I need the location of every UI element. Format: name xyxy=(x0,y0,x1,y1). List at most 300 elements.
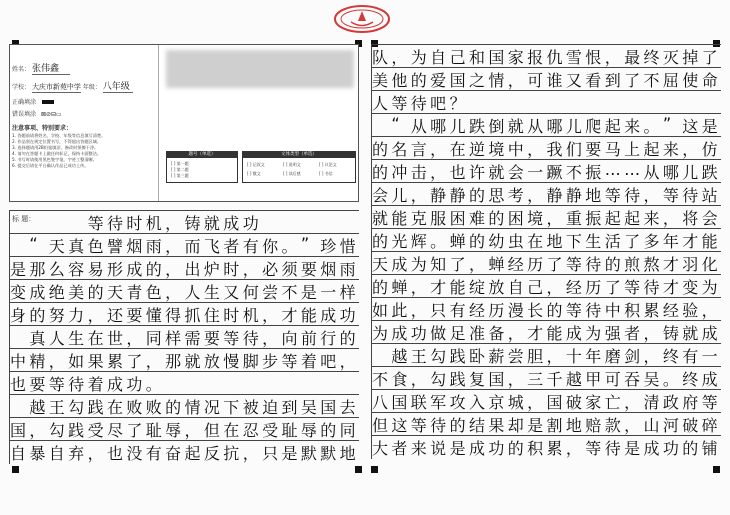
grid-cell: 变 xyxy=(682,278,699,297)
grid-cell xyxy=(301,211,320,234)
grid-cell: 自 xyxy=(507,278,524,297)
grid-cell: 败 xyxy=(145,398,162,417)
grid-cell: 得 xyxy=(165,306,182,325)
grid-cell: ， xyxy=(165,237,182,256)
topic-select-title: 题号（单选） xyxy=(167,152,237,158)
grid-cell: 儿 xyxy=(449,117,466,136)
grid-cell: 却 xyxy=(507,416,524,435)
grid-cell: 勾 xyxy=(430,347,447,366)
grid-cell: 了 xyxy=(126,421,143,440)
grid-cell: 成 xyxy=(29,283,46,302)
grid-cell: 功 xyxy=(488,439,505,458)
grid-cell: 会 xyxy=(372,186,389,205)
wrong-fill-examples-icon: ⊠⊘⊟▭ xyxy=(40,111,62,118)
grid-cell: 耻 xyxy=(145,421,162,440)
grid-row xyxy=(9,233,359,257)
grid-cell: 三 xyxy=(527,370,544,389)
grid-cell: 只 xyxy=(430,301,447,320)
grid-cell: 化 xyxy=(701,255,718,274)
grid-cell: 下 xyxy=(565,232,582,251)
grid-cell: 一 xyxy=(527,163,544,182)
grade-field[interactable]: 八年级 xyxy=(103,79,133,93)
grid-cell: 美 xyxy=(68,283,85,302)
grid-cell: 累 xyxy=(643,301,660,320)
grid-cell: 站 xyxy=(701,186,718,205)
grid-cell: 色 xyxy=(87,237,104,256)
grid-cell: 惜 xyxy=(339,237,356,256)
grid-cell: 倒 xyxy=(488,117,505,136)
grid-row xyxy=(371,67,721,91)
grid-cell: 起 xyxy=(643,140,660,159)
grid-cell: 做 xyxy=(430,324,447,343)
grid-cell xyxy=(243,372,262,395)
grid-cell: 剑 xyxy=(624,347,641,366)
grid-cell: 辉 xyxy=(410,232,427,251)
grid-cell: 光 xyxy=(391,232,408,251)
grid-cell: “ xyxy=(29,234,38,253)
grid-cell: 政 xyxy=(662,393,679,412)
grid-cell: 羽 xyxy=(682,255,699,274)
grid-cell: 我 xyxy=(546,140,563,159)
grid-cell: 胆 xyxy=(527,347,544,366)
grid-cell: 成 xyxy=(391,255,408,274)
grid-cell: 入 xyxy=(468,393,485,412)
grid-cell xyxy=(469,91,488,114)
grid-cell: 就 xyxy=(184,352,201,371)
grid-cell: ， xyxy=(242,444,259,463)
grid-cell: 等 xyxy=(410,416,427,435)
grid-cell: ” xyxy=(662,114,672,133)
note-item: 6. 提交后请在平台确认作品已成功上传。 xyxy=(12,163,89,168)
grid-cell: 勾 xyxy=(430,370,447,389)
grid-cell: 成 xyxy=(701,324,718,343)
grid-cell xyxy=(185,372,204,395)
grid-cell: 践 xyxy=(449,347,466,366)
grid-cell: 辱 xyxy=(300,421,317,440)
grid-row xyxy=(371,113,721,137)
grid-cell: 家 xyxy=(585,393,602,412)
grid-cell: 报 xyxy=(527,48,544,67)
grid-row xyxy=(371,159,721,183)
barcode-area-blurred xyxy=(166,50,354,88)
grid-cell: 幼 xyxy=(488,232,505,251)
grid-row xyxy=(371,44,721,68)
grid-cell: 容 xyxy=(68,260,85,279)
genre-option[interactable]: [ ] 议论文 xyxy=(319,162,337,167)
grid-cell: 爱 xyxy=(430,71,447,90)
grid-cell: 须 xyxy=(281,260,298,279)
grid-cell: 默 xyxy=(320,444,337,463)
grid-cell: 地 xyxy=(546,232,563,251)
grid-cell: 己 xyxy=(449,48,466,67)
grid-cell: 的 xyxy=(604,255,621,274)
grid-cell: 不 xyxy=(643,71,660,90)
grid-cell: 等 xyxy=(662,186,679,205)
grid-cell: 成 xyxy=(701,370,718,389)
grid-cell: 强 xyxy=(604,324,621,343)
name-label: 姓名： xyxy=(12,66,31,73)
grid-cell: 准 xyxy=(468,324,485,343)
grid-cell: … xyxy=(604,160,621,179)
grid-cell: ， xyxy=(165,260,182,279)
grid-cell: 那 xyxy=(29,260,46,279)
grid-cell: 珍 xyxy=(320,237,337,256)
grid-cell: 熬 xyxy=(643,255,660,274)
note-item: 1. 答题前请将姓名、学校、年级等信息填写清楚。 xyxy=(12,133,106,138)
grid-cell: 的 xyxy=(488,209,505,228)
grid-cell: 蝉 xyxy=(488,255,505,274)
grid-cell: 清 xyxy=(643,393,660,412)
grid-cell: 来 xyxy=(662,140,679,159)
grid-cell: 不 xyxy=(281,283,298,302)
grid-cell: ， xyxy=(546,278,563,297)
grid-cell: 待 xyxy=(585,301,602,320)
name-row xyxy=(12,61,70,75)
grid-cell: “ xyxy=(391,114,400,133)
school-label: 学校： xyxy=(12,84,31,91)
grid-cell: 跌 xyxy=(468,117,485,136)
grid-cell: 世 xyxy=(106,329,123,348)
grid-cell: 累 xyxy=(106,352,123,371)
grid-cell: 的 xyxy=(372,163,389,182)
grid-cell: 就 xyxy=(488,163,505,182)
grid-cell: 烟 xyxy=(126,237,143,256)
grid-cell: 人 xyxy=(48,329,65,348)
grid-cell: 哪 xyxy=(546,117,563,136)
grid-cell: 待 xyxy=(242,329,259,348)
grid-cell: 才 xyxy=(281,306,298,325)
grid-cell: 自 xyxy=(430,48,447,67)
grid-cell: 谁 xyxy=(546,71,563,90)
grid-cell: 结 xyxy=(468,416,485,435)
grid-cell: 是 xyxy=(527,416,544,435)
grid-cell: 暴 xyxy=(29,444,46,463)
grid-cell: 最 xyxy=(624,48,641,67)
grid-cell: 能 xyxy=(391,209,408,228)
grid-cell: 是 xyxy=(281,444,298,463)
school-field[interactable]: 大庆市新苑中学 xyxy=(31,83,81,91)
grid-cell: ， xyxy=(546,209,563,228)
topic-option[interactable]: [ ] 第一题 xyxy=(171,161,189,166)
grid-cell: 虫 xyxy=(507,232,524,251)
grid-cell: 奋 xyxy=(165,444,182,463)
grid-cell: 的 xyxy=(87,283,104,302)
grid-cell: ， xyxy=(126,329,143,348)
grid-cell: 前 xyxy=(300,329,317,348)
grid-cell: 足 xyxy=(449,324,466,343)
grid-cell: 仇 xyxy=(546,48,563,67)
grid-cell: 吞 xyxy=(624,370,641,389)
grid-row xyxy=(9,371,359,395)
grid-cell: 在 xyxy=(106,398,123,417)
grid-cell: 国 xyxy=(488,370,505,389)
grid-cell xyxy=(508,91,527,114)
grid-cell: 儿 xyxy=(391,186,408,205)
genre-option[interactable]: [ ] 散文 xyxy=(247,171,261,176)
grid-row xyxy=(9,279,359,303)
grid-cell: 待 xyxy=(604,439,621,458)
grid-cell: 就 xyxy=(507,117,524,136)
grid-row xyxy=(9,417,359,441)
grid-cell: 成 xyxy=(468,439,485,458)
grid-row xyxy=(371,343,721,367)
grid-cell: 也 xyxy=(449,163,466,182)
grid-cell: 待 xyxy=(410,94,427,113)
grid-cell: ， xyxy=(604,48,621,67)
genre-select xyxy=(242,151,356,183)
grid-cell xyxy=(605,91,624,114)
grid-cell: 。 xyxy=(281,237,298,256)
grid-cell: ， xyxy=(262,306,279,325)
grid-cell: 境 xyxy=(527,209,544,228)
grid-cell: ， xyxy=(507,370,524,389)
grid-cell: ， xyxy=(87,306,104,325)
grid-cell: 但 xyxy=(372,416,389,435)
grid-row xyxy=(371,182,721,206)
topic-option[interactable]: [ ] 第二题 xyxy=(171,167,189,172)
grid-cell: 了 xyxy=(449,255,466,274)
grid-cell: 也 xyxy=(106,444,123,463)
grid-row xyxy=(9,394,359,418)
grid-cell: 待 xyxy=(430,416,447,435)
grid-cell xyxy=(372,114,391,137)
grid-cell: 起 xyxy=(184,444,201,463)
grid-cell: 看 xyxy=(585,71,602,90)
grid-cell: 等 xyxy=(604,186,621,205)
grid-row xyxy=(9,302,359,326)
note-item: 5. 书写时请使用黑色签字笔，字迹工整清晰。 xyxy=(12,157,97,162)
filled-bubble-icon xyxy=(42,100,54,104)
grid-cell: 自 xyxy=(48,444,65,463)
grid-cell: 等 xyxy=(87,214,104,233)
grid-cell: 待 xyxy=(68,375,85,394)
grid-cell: 的 xyxy=(372,232,389,251)
grid-cell: ， xyxy=(87,444,104,463)
grid-cell: 们 xyxy=(565,140,582,159)
notes-title: 注意事项、特别要求： xyxy=(12,125,73,132)
grid-cell: 起 xyxy=(604,209,621,228)
grid-cell: 的 xyxy=(410,71,427,90)
grid-cell: 经 xyxy=(468,301,485,320)
grid-cell: 在 xyxy=(527,232,544,251)
grid-cell: 有 xyxy=(242,237,259,256)
grid-cell: 又 xyxy=(223,283,240,302)
grid-cell: 也 xyxy=(10,375,27,394)
grid-cell: 备 xyxy=(488,324,505,343)
grid-cell: 而 xyxy=(184,237,201,256)
grid-cell: 精 xyxy=(29,352,46,371)
grid-cell: 懂 xyxy=(145,306,162,325)
grid-row xyxy=(371,366,721,390)
grid-cell: 终 xyxy=(662,347,679,366)
grid-cell: 的 xyxy=(339,329,356,348)
title-label: 标 题： xyxy=(12,215,36,223)
grid-cell: 的 xyxy=(507,439,524,458)
grid-cell: 灭 xyxy=(662,48,679,67)
grid-cell: 那 xyxy=(165,352,182,371)
grid-cell xyxy=(702,91,721,114)
grid-cell: 待 xyxy=(585,255,602,274)
correct-fill-label: 正确填涂 xyxy=(12,99,37,106)
grid-cell: 八 xyxy=(372,393,389,412)
grid-cell: ， xyxy=(624,416,641,435)
grid-cell: 攻 xyxy=(449,393,466,412)
grid-cell: 受 xyxy=(87,421,104,440)
grid-cell: 的 xyxy=(682,439,699,458)
grid-cell: 还 xyxy=(106,306,123,325)
grid-cell: 了 xyxy=(624,71,641,90)
grid-cell: 何 xyxy=(242,283,259,302)
grid-cell: 果 xyxy=(488,416,505,435)
grid-cell: 是 xyxy=(300,283,317,302)
genre-option[interactable]: [ ] 读后感 xyxy=(283,171,301,176)
grid-cell: 等 xyxy=(585,439,602,458)
grid-cell: 经 xyxy=(565,278,582,297)
grid-cell: 才 xyxy=(430,278,447,297)
grid-cell: 的 xyxy=(449,416,466,435)
grid-cell: 冲 xyxy=(391,163,408,182)
grid-cell: 蹶 xyxy=(546,163,563,182)
grid-cell: 为 xyxy=(372,324,389,343)
grid-cell: ， xyxy=(410,370,427,389)
grid-cell: ， xyxy=(165,283,182,302)
grid-cell: 国 xyxy=(488,48,505,67)
grid-cell: ， xyxy=(662,209,679,228)
grid-cell xyxy=(204,372,223,395)
grid-cell xyxy=(527,91,546,114)
grid-cell: 勾 xyxy=(48,421,65,440)
grid-cell: 卧 xyxy=(468,347,485,366)
grid-cell: 历 xyxy=(488,301,505,320)
grid-cell: 静 xyxy=(546,186,563,205)
grid-cell: 人 xyxy=(372,94,389,113)
grid-cell: 色 xyxy=(145,283,162,302)
grid-cell xyxy=(49,211,68,234)
grid-cell: 重 xyxy=(565,209,582,228)
grid-cell: 山 xyxy=(643,416,660,435)
grid-row xyxy=(371,412,721,436)
grid-cell: ， xyxy=(624,393,641,412)
grid-cell: 力 xyxy=(68,306,85,325)
grid-cell: 己 xyxy=(527,278,544,297)
grid-cell: 功 xyxy=(126,375,143,394)
grid-cell: ” xyxy=(300,234,310,253)
grid-cell: 同 xyxy=(339,421,356,440)
grid-cell: 机 xyxy=(242,306,259,325)
grid-cell: ， xyxy=(391,48,408,67)
grid-cell: 身 xyxy=(10,306,27,325)
grid-cell: 能 xyxy=(701,232,718,251)
grid-cell: 需 xyxy=(184,329,201,348)
genre-option[interactable]: [ ] 说明文 xyxy=(283,162,301,167)
grid-cell: 磨 xyxy=(604,347,621,366)
grid-cell: 践 xyxy=(68,421,85,440)
grid-cell: 青 xyxy=(126,283,143,302)
grid-cell: 甲 xyxy=(585,370,602,389)
grid-cell: 炉 xyxy=(203,260,220,279)
grid-cell: 者 xyxy=(624,324,641,343)
grid-row xyxy=(371,389,721,413)
grid-cell: 。 xyxy=(145,375,162,394)
grid-cell: 来 xyxy=(624,117,641,136)
grid-cell: 样 xyxy=(339,283,356,302)
grid-cell: 。 xyxy=(643,117,660,136)
grid-cell: 勾 xyxy=(68,398,85,417)
grid-cell: 要 xyxy=(585,140,602,159)
grid-cell: 从 xyxy=(527,117,544,136)
grid-cell xyxy=(10,211,29,234)
grid-cell: 终 xyxy=(682,370,699,389)
grid-cell xyxy=(340,372,359,395)
grid-cell: 经 xyxy=(507,255,524,274)
grid-cell xyxy=(663,91,682,114)
grid-cell: 将 xyxy=(682,209,699,228)
grid-cell: 要 xyxy=(203,329,220,348)
registration-mark xyxy=(12,466,19,473)
grid-cell: 薪 xyxy=(488,347,505,366)
grid-cell: 说 xyxy=(430,439,447,458)
grid-cell: ， xyxy=(546,347,563,366)
grid-cell: 的 xyxy=(468,186,485,205)
grid-cell: 国 xyxy=(546,393,563,412)
grid-cell: 是 xyxy=(10,260,27,279)
registration-mark xyxy=(713,466,720,473)
grid-cell: 仿 xyxy=(701,140,718,159)
grid-cell xyxy=(682,91,701,114)
grid-cell: ， xyxy=(410,186,427,205)
grid-cell: 能 xyxy=(449,278,466,297)
grid-cell: ， xyxy=(701,301,718,320)
grid-cell: 会 xyxy=(507,163,524,182)
grid-cell: 终 xyxy=(643,48,660,67)
name-field[interactable]: 张伟鑫 xyxy=(32,61,70,75)
grid-cell: … xyxy=(624,160,641,179)
grid-cell: 命 xyxy=(701,71,718,90)
grid-cell: 下 xyxy=(223,398,240,417)
grid-cell xyxy=(281,372,300,395)
grid-cell xyxy=(585,91,604,114)
genre-option[interactable]: [ ] 书信 xyxy=(319,171,333,176)
grid-cell: 出 xyxy=(184,260,201,279)
grid-cell: 军 xyxy=(430,393,447,412)
grid-cell xyxy=(320,211,339,234)
grid-cell: 长 xyxy=(527,301,544,320)
grid-cell: 赔 xyxy=(585,416,602,435)
genre-option[interactable]: [ ] 记叙文 xyxy=(247,162,265,167)
grid-cell: 能 xyxy=(300,306,317,325)
grid-cell xyxy=(624,91,643,114)
grid-cell: 逆 xyxy=(468,140,485,159)
grid-cell: 儿 xyxy=(682,163,699,182)
grid-cell: 吧 xyxy=(430,94,447,113)
grid-cell: 使 xyxy=(682,71,699,90)
note-item: 3. 选择题请用2B铅笔填涂，修改时须擦干净。 xyxy=(12,145,99,150)
grid-cell: 多 xyxy=(643,232,660,251)
seal-logo-icon xyxy=(333,4,391,34)
grid-cell: 成 xyxy=(126,260,143,279)
grid-cell: 地 xyxy=(339,444,356,463)
topic-option[interactable]: [ ] 第三题 xyxy=(171,173,189,178)
grid-cell: 的 xyxy=(320,421,337,440)
grid-cell: 天 xyxy=(372,255,389,274)
grid-cell: 的 xyxy=(29,306,46,325)
grid-cell: 一 xyxy=(320,283,337,302)
grid-cell: 有 xyxy=(145,444,162,463)
grid-cell xyxy=(10,234,29,257)
divider xyxy=(158,45,159,201)
grid-cell: 时 xyxy=(223,306,240,325)
grid-cell xyxy=(10,326,29,349)
